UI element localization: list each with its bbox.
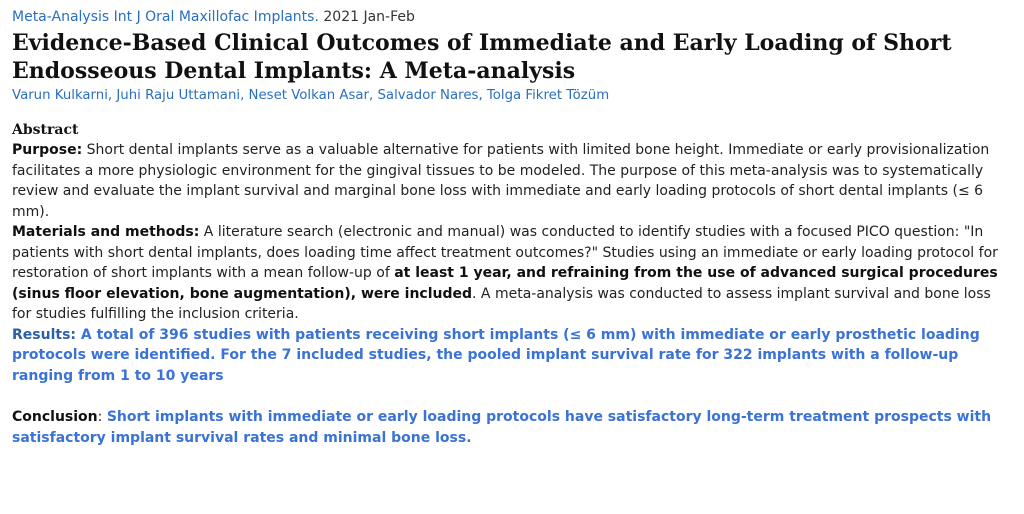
article-title: Evidence-Based Clinical Outcomes of Immediate and Early Loading of Short Endosseous Dental Implants: A Meta-analysis bbox=[12, 30, 952, 84]
purpose-label: Purpose: bbox=[12, 142, 83, 158]
methods-text-end: . A meta-analysis was conducted to assess implant survival and bone loss for studies fulfilling the inclusion criteria. bbox=[12, 285, 991, 322]
results-paragraph bbox=[12, 325, 1012, 387]
author-link[interactable]: Varun Kulkarni bbox=[12, 88, 108, 103]
purpose-paragraph bbox=[12, 140, 1012, 222]
author-link[interactable]: Neset Volkan Asar bbox=[248, 88, 370, 103]
author-separator: , bbox=[107, 88, 117, 103]
methods-bold-text: at least 1 year, and refraining from the use of advanced surgical procedures (sinus floor elevation, bone augmentation), were included bbox=[12, 265, 998, 302]
methods-label: Materials and methods: bbox=[12, 224, 200, 240]
paragraph-gap bbox=[12, 386, 1012, 407]
purpose-text: Short dental implants serve as a valuable alternative for patients with limited bone height. Immediate or early provisionalization facilitates a more physiologic environment for the gingival tissues to be modeled. The purpose of this meta-analysis was to systematically review and evaluate the implant survival and marginal bone loss with immediate and early loading protocols of short dental implants (≤ 6 mm). bbox=[12, 142, 990, 220]
author-list bbox=[12, 86, 1012, 105]
author-separator: , bbox=[478, 88, 487, 103]
conclusion-label: Conclusion bbox=[12, 409, 98, 425]
author-link[interactable]: Salvador Nares bbox=[377, 88, 479, 103]
conclusion-colon: : bbox=[97, 409, 107, 425]
author-separator: , bbox=[369, 88, 378, 103]
results-label: Results: bbox=[12, 326, 76, 343]
conclusion-text: Short implants with immediate or early loading protocols have satisfactory long-term treatment prospects with satisfactory implant survival rates and minimal bone loss. bbox=[12, 409, 992, 446]
results-text: A total of 396 studies with patients receiving short implants (≤ 6 mm) with immediate or early prosthetic loading protocols were identified. For the 7 included studies, the pooled implant survival rate for 322 implants with a follow-up ranging from 1 to 10 years bbox=[12, 326, 980, 384]
conclusion-paragraph bbox=[12, 407, 1012, 448]
author-separator: , bbox=[240, 88, 249, 103]
author-link[interactable]: Juhi Raju Uttamani bbox=[116, 88, 241, 103]
publication-date: 2021 Jan-Feb bbox=[323, 9, 415, 25]
methods-text: A literature search (electronic and manual) was conducted to identify studies with a focused PICO question: "In patients with short dental implants, does loading time affect treatment outcomes?" Studies using an immediate or early loading protocol for restoration of short implants with a mean follow-up of bbox=[12, 224, 998, 281]
methods-paragraph bbox=[12, 222, 1012, 325]
journal-line bbox=[12, 8, 1012, 27]
abstract-heading: Abstract bbox=[12, 122, 79, 138]
journal-link[interactable]: Meta-Analysis Int J Oral Maxillofac Implants. bbox=[12, 9, 319, 25]
article-page bbox=[12, 8, 1012, 448]
author-link[interactable]: Tolga Fikret Tözüm bbox=[486, 88, 610, 103]
